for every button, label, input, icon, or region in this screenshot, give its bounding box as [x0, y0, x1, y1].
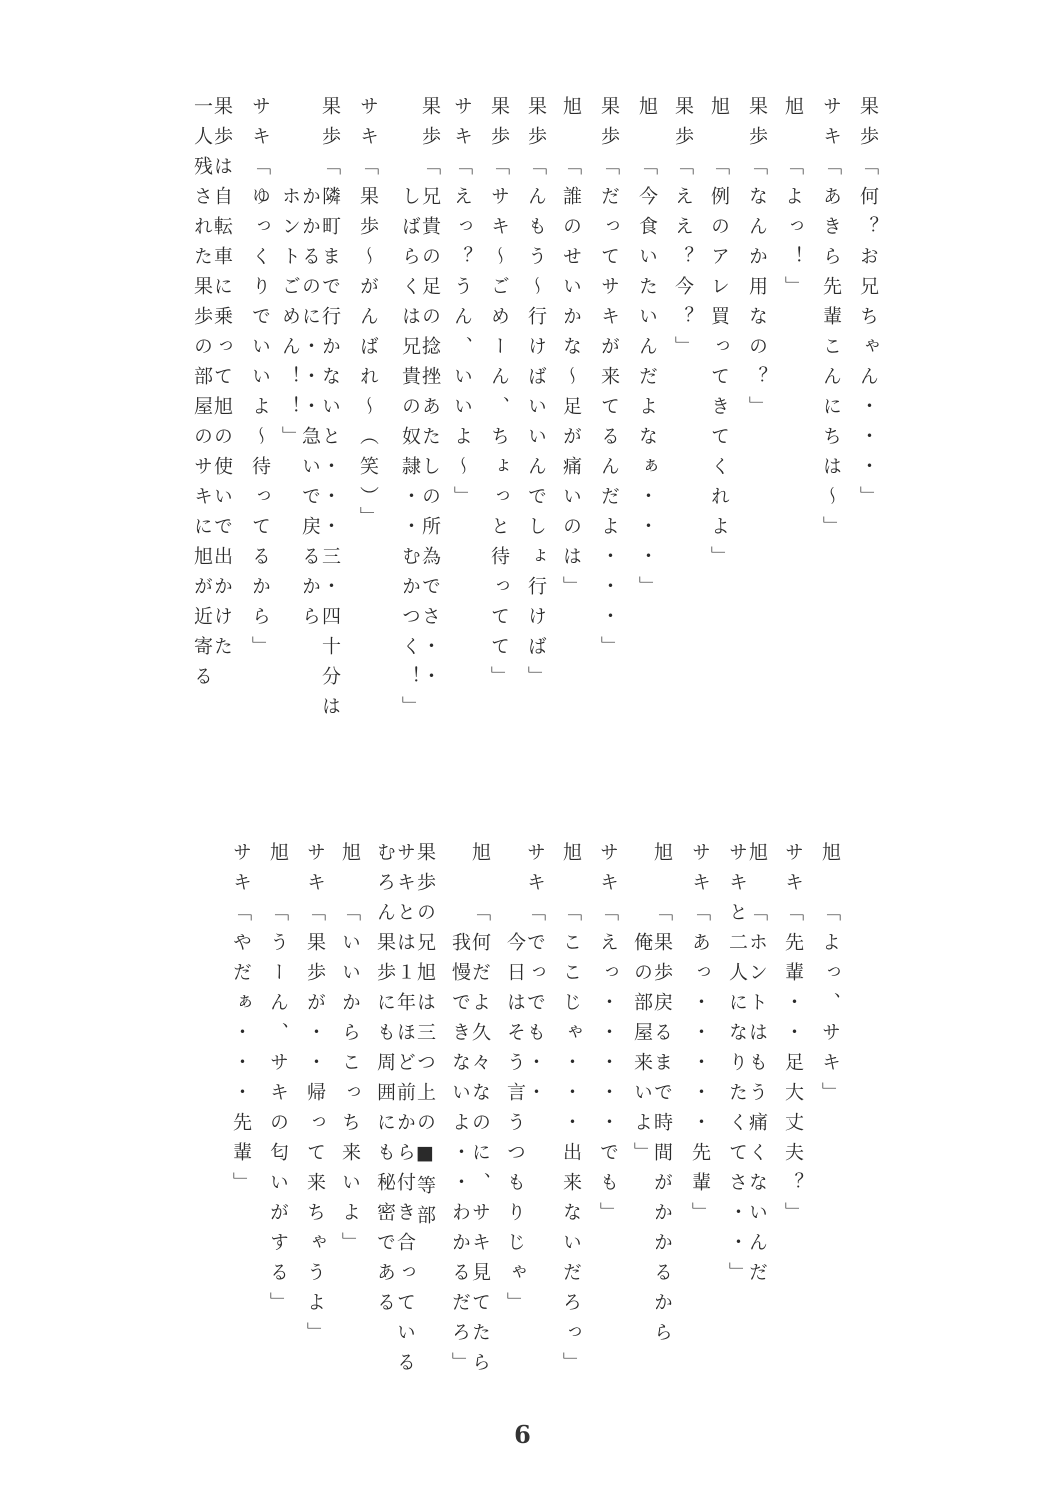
dialogue-line	[358, 96, 378, 537]
speech-continued: ホントごめん！！」	[279, 186, 301, 456]
speaker: サキ	[524, 842, 546, 902]
speech-continued: 我慢できないよ・・わかるだろ」	[449, 932, 471, 1382]
speech: 「だってサキが来てるんだよ・・・」	[598, 156, 620, 666]
speech-continued: しばらくは兄貴の奴隷・・むかつく！」	[399, 186, 421, 726]
speech: 「んもう〜行けばいいんでしょ行けば」	[525, 156, 547, 696]
speech: 「でっでも・・	[524, 902, 546, 1112]
dialogue-line	[452, 96, 472, 516]
dialogue-line	[820, 842, 840, 1112]
speaker: 果歩	[857, 96, 879, 156]
speaker: サキ	[820, 96, 842, 156]
speaker: 旭	[782, 96, 804, 126]
speaker: 果歩	[672, 96, 694, 156]
speech-continued: 俺の部屋来いよ」	[631, 932, 653, 1172]
dialogue-line	[305, 842, 325, 1352]
speaker: 旭	[267, 842, 289, 872]
narration	[192, 96, 232, 696]
dialogue-line	[599, 96, 619, 666]
dialogue-line	[747, 96, 767, 426]
dialogue-line	[489, 96, 509, 696]
speech-continued: サキと二人になりたくてさ・・」	[726, 842, 748, 1292]
dialogue-line	[561, 842, 581, 1382]
speech: 「例のアレ買ってきてくれよ」	[708, 156, 730, 576]
dialogue-line	[598, 842, 618, 1232]
dialogue-line	[526, 96, 546, 696]
speech: 「果歩〜がんばれ〜（笑）」	[357, 156, 379, 537]
speaker: 果歩	[419, 96, 441, 156]
narration-line: サキとは１年ほど前から付き合っている	[394, 842, 416, 1382]
narration-line: むろん果歩にも周囲にも秘密である	[374, 842, 396, 1322]
speaker: サキ	[357, 96, 379, 156]
bottom-dialogue-block	[0, 842, 1045, 1382]
speech: 「うーん、サキの匂いがする」	[267, 902, 289, 1322]
speech: 「ホントはもう痛くないんだ	[746, 902, 768, 1292]
narration-line: 果歩は自転車に乗って旭の使いで出かけた	[211, 96, 233, 666]
speech: 「先輩・・足大丈夫？」	[782, 902, 804, 1232]
dialogue-line	[280, 96, 340, 726]
dialogue-line	[637, 96, 657, 606]
speech: 「何だよ久々なのに、サキ見てたら	[469, 902, 491, 1382]
dialogue-line	[709, 96, 729, 576]
speech: 「えっ？うん、いいよ〜」	[451, 156, 473, 516]
speech: 「あっ・・・・・先輩」	[689, 902, 711, 1232]
speech: 「いいからこっち来いよ」	[339, 902, 361, 1262]
speech: 「果歩が・・帰って来ちゃうよ」	[304, 902, 326, 1352]
page-number: 6	[514, 1420, 531, 1449]
speaker: 果歩	[319, 96, 341, 156]
speaker: 果歩	[598, 96, 620, 156]
dialogue-line	[340, 842, 360, 1262]
speaker: 果歩	[488, 96, 510, 156]
narration	[375, 842, 435, 1382]
speaker: 旭	[636, 96, 658, 126]
dialogue-line	[727, 842, 767, 1292]
speech: 「誰のせいかな〜足が痛いのは」	[560, 156, 582, 606]
speech: 「よっ！」	[782, 156, 804, 306]
speech: 「何？お兄ちゃん・・・」	[857, 156, 879, 516]
dialogue-line	[400, 96, 440, 726]
speaker: サキ	[782, 842, 804, 902]
narration-line: 果歩の兄旭は三つ上の■等部	[414, 842, 436, 1235]
speaker: 果歩	[746, 96, 768, 156]
speaker: 旭	[339, 842, 361, 872]
speech: 「よっ、サキ」	[819, 902, 841, 1112]
speech: 「あきら先輩こんにちは〜」	[820, 156, 842, 546]
dialogue-line	[821, 96, 841, 546]
dialogue-line	[450, 842, 490, 1382]
speaker: 旭	[560, 842, 582, 872]
dialogue-line	[783, 842, 803, 1232]
dialogue-line	[561, 96, 581, 606]
speech: 「今食いたいんだよなぁ・・・」	[636, 156, 658, 606]
speaker: サキ	[304, 842, 326, 902]
speaker: サキ	[451, 96, 473, 156]
dialogue-line	[673, 96, 693, 366]
speech: 「隣町まで行かないと・・・三・四十分は	[319, 156, 341, 726]
speaker: 旭	[560, 96, 582, 126]
speaker: 旭	[651, 842, 673, 872]
speech: 「やだぁ・・・先輩」	[230, 902, 252, 1202]
speech: 「なんか用なの？」	[746, 156, 768, 426]
speech-continued: 今日はそう言うつもりじゃ」	[504, 932, 526, 1322]
speaker: サキ	[230, 842, 252, 902]
dialogue-line	[783, 96, 803, 306]
speech: 「ここじゃ・・・出来ないだろっ」	[560, 902, 582, 1382]
speaker: サキ	[689, 842, 711, 902]
dialogue-line	[505, 842, 545, 1322]
speaker: 旭	[469, 842, 491, 872]
dialogue-line	[268, 842, 288, 1322]
dialogue-line	[858, 96, 878, 516]
dialogue-line	[250, 96, 270, 666]
speech: 「えっ・・・・・でも」	[597, 902, 619, 1232]
top-dialogue-block	[0, 96, 1045, 726]
speech: 「兄貴の足の捻挫あたしの所為でさ・・	[419, 156, 441, 696]
speech: 「ええ？今？」	[672, 156, 694, 366]
speaker: 旭	[746, 842, 768, 872]
speaker: サキ	[249, 96, 271, 156]
speaker: 果歩	[525, 96, 547, 156]
speech-continued: かかるのに・・・急いで戻るから	[299, 186, 321, 636]
narration-line: 一人残された果歩の部屋のサキに旭が近寄る	[191, 96, 213, 696]
dialogue-line	[231, 842, 251, 1202]
dialogue-line	[632, 842, 672, 1352]
speech: 「サキ〜ごめーん、ちょっと待ってて」	[488, 156, 510, 696]
speech: 「果歩戻るまで時間がかかるから	[651, 902, 673, 1352]
dialogue-line	[690, 842, 710, 1232]
speaker: 旭	[708, 96, 730, 126]
speaker: サキ	[597, 842, 619, 902]
speech: 「ゆっくりでいいよ〜待ってるから」	[249, 156, 271, 666]
speaker: 旭	[819, 842, 841, 872]
